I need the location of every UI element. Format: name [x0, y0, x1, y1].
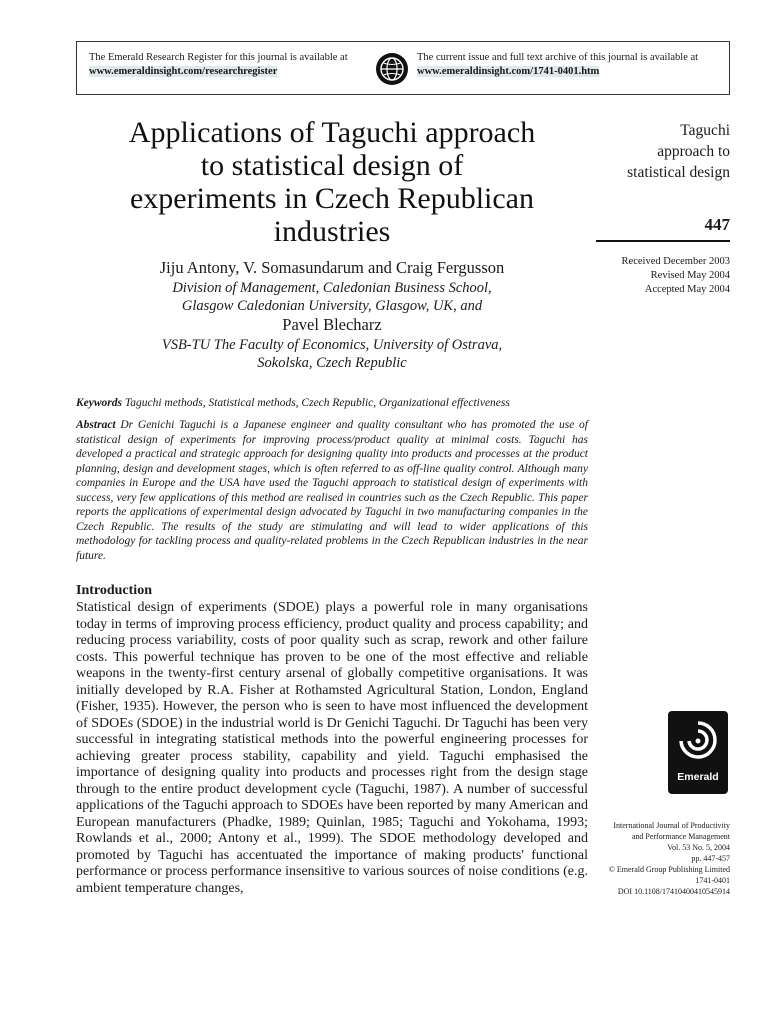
- author-4: Pavel Blecharz: [282, 315, 382, 334]
- title-line: Applications of Taguchi approach: [128, 116, 536, 149]
- keywords: [76, 396, 588, 411]
- running-head-line: Taguchi: [680, 122, 730, 139]
- keywords-text: Taguchi methods, Statistical methods, Czech Republic, Organizational effectiveness: [124, 397, 510, 409]
- research-register-link[interactable]: www.emeraldinsight.com/researchregister: [89, 66, 278, 77]
- logo-word: Emerald: [677, 771, 719, 783]
- journal-info: [592, 820, 730, 897]
- intro-body: Statistical design of experiments (SDOE) plays a powerful role in many organisations today in terms of improving process efficiency, product quality and process capability; and reducing process variability, costs of poor quality such as scrap, rework and other failure costs. This powerful technique has proven to be one of the most effective and reliable weapons in the twenty-first century arsenal of globally competitive organisations. It was initially developed by R.A. Fisher at Rothamsted Agricultural Station, London, England (Fisher, 1935). However, the person who is seen to have most influenced the development of SDOEs (SDOE) in the industrial world is Dr Genichi Taguchi. Dr Taguchi has been very successful in integrating statistical methods into the powerful engineering processes for achieving greater process stability, capability and yield. Taguchi emphasised the importance of designing quality into products and processes right from the design stage through to the entire product development cycle (Taguchi, 1987). A number of successful applications of the Taguchi approach to SDOEs have been reported by many American and European manufacturers (Phadke, 1989; Quinlan, 1985; Taguchi and Yokohama, 1993; Rowlands et al., 2000; Antony et al., 1999). The SDOE methodology developed and promoted by Taguchi has accentuated the importance of making products' functional performance or process performance insensitive to various sources of noise conditions (e.g. ambient temperature changes,: [76, 600, 589, 896]
- header-left: [89, 51, 348, 79]
- journal-name-1: International Journal of Productivity: [613, 821, 730, 830]
- journal-issn: 1741-0401: [695, 876, 730, 885]
- journal-copyright: © Emerald Group Publishing Limited: [608, 865, 730, 874]
- affiliation-line: VSB-TU The Faculty of Economics, University of Ostrava,: [161, 337, 503, 353]
- journal-pages: pp. 447-457: [691, 854, 730, 863]
- submission-dates: [596, 255, 730, 297]
- globe-icon: [376, 53, 408, 85]
- abstract-label: Abstract: [76, 419, 116, 431]
- running-head-line: statistical design: [627, 164, 730, 181]
- intro-heading: Introduction: [76, 583, 152, 598]
- received-date: Received December 2003: [621, 256, 730, 267]
- running-head-line: approach to: [657, 143, 730, 160]
- revised-date: Revised May 2004: [650, 270, 730, 281]
- abstract-text: Dr Genichi Taguchi is a Japanese engineer and quality consultant who has promoted the use of statistical design of experiments for improving process/product quality at minimal costs. Taguchi has developed a practical and strategic approach for designing quality into products and processes at the product planning, design and development stages, which is often referred to as off-line quality control. Although many companies in Europe and the USA have used the Taguchi approach to statistical design of experiments with success, very few applications of this method are realised in countries such as the Czech Republic. This paper reports the applications of experimental design advocated by Taguchi in two manufacturing companies in the Czech Republic. The results of the study are stimulating and will lead to wider applications of this methodology for tackling process and quality-related problems in the Czech Republican industries in the near future.: [76, 419, 588, 562]
- journal-volume: Vol. 53 No. 5, 2004: [667, 843, 730, 852]
- header-left-text: The Emerald Research Register for this journal is available at: [89, 52, 348, 63]
- page-number: 447: [704, 215, 730, 234]
- margin-rule: [596, 240, 730, 242]
- emerald-logo: [668, 711, 728, 794]
- authors: Jiju Antony, V. Somasundarum and Craig Fergusson: [159, 258, 505, 277]
- title-line: experiments in Czech Republican: [129, 182, 535, 215]
- journal-archive-link[interactable]: www.emeraldinsight.com/1741-0401.htm: [417, 66, 600, 77]
- journal-doi: DOI 10.1108/17410400410545914: [617, 887, 730, 896]
- affiliation-line: Division of Management, Caledonian Business School,: [172, 280, 492, 296]
- running-head: [596, 120, 730, 183]
- header-right: [417, 51, 698, 79]
- header-box: [76, 41, 730, 95]
- title-line: to statistical design of: [200, 149, 464, 182]
- keywords-label: Keywords: [76, 397, 122, 409]
- journal-name-2: and Performance Management: [631, 832, 730, 841]
- affiliation-2: [75, 336, 589, 372]
- accepted-date: Accepted May 2004: [644, 284, 730, 295]
- affiliation-line: Sokolska, Czech Republic: [257, 355, 407, 371]
- article-title: [75, 116, 589, 248]
- abstract: [76, 418, 588, 563]
- header-right-text: The current issue and full text archive of this journal is available at: [417, 52, 699, 63]
- title-line: industries: [273, 215, 391, 248]
- affiliation-line: Glasgow Caledonian University, Glasgow, UK, and: [181, 298, 483, 314]
- emerald-spiral-icon: [668, 711, 728, 771]
- affiliation-1: [75, 279, 589, 315]
